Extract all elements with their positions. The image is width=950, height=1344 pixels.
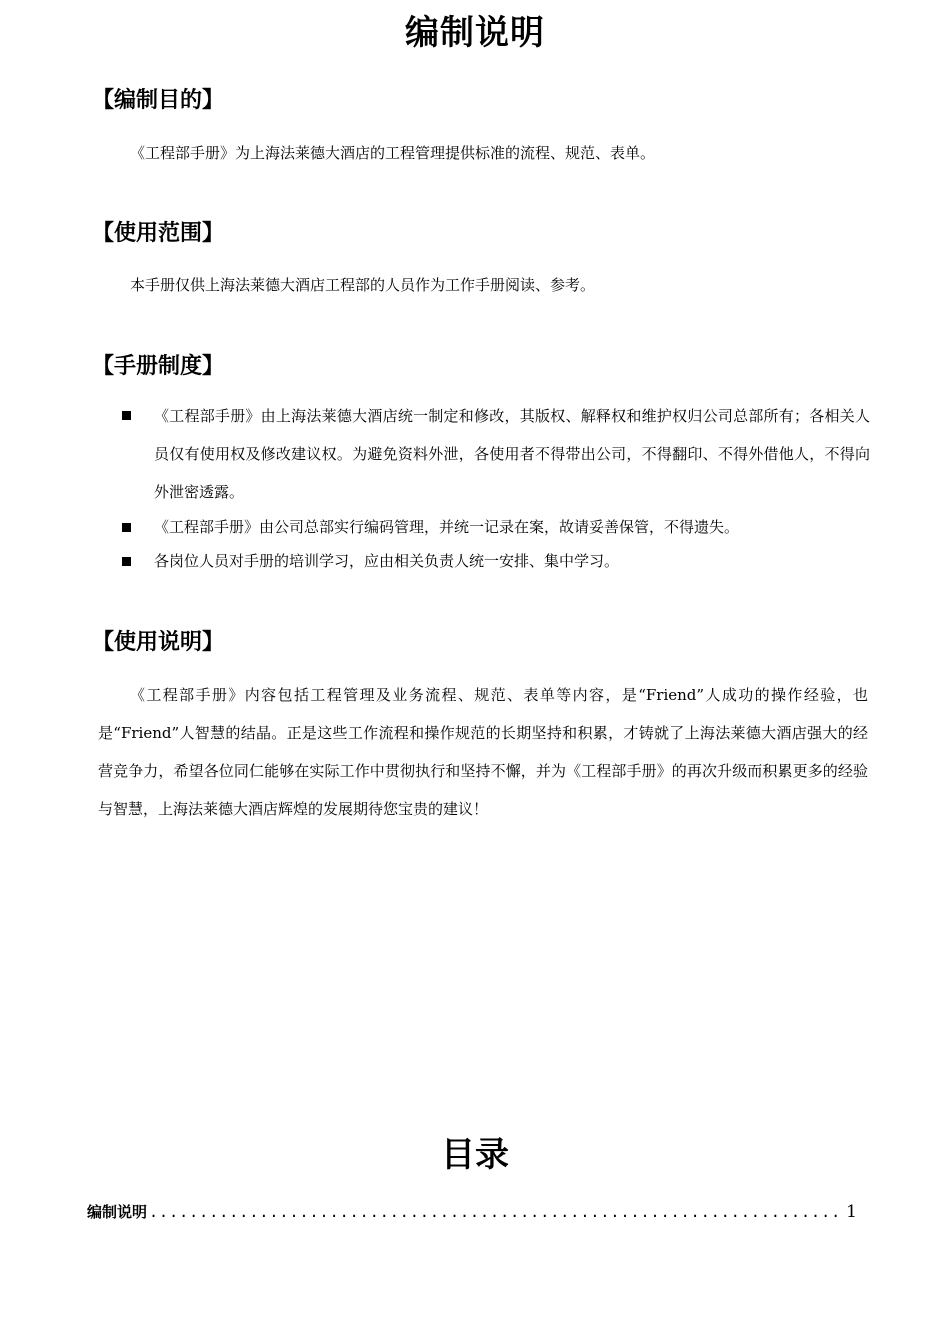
list-item <box>118 509 870 545</box>
instructions-paragraph: 《工程部手册》内容包括工程管理及业务流程、规范、表单等内容，是“Friend”人成功的操作经验，也是“Friend”人智慧的结晶。正是这些工作流程和操作规范的长期坚持和积累，才铸就了上海法莱德大酒店强大的经营竞争力，希望各位同仁能够在实际工作中贯彻执行和坚持不懈，并为《工程部手册》的再次升级而积累更多的经验与智慧，上海法莱德大酒店辉煌的发展期待您宝贵的建议！ <box>98 686 868 818</box>
scope-paragraph: 本手册仅供上海法莱德大酒店工程部的人员作为工作手册阅读、参考。 <box>130 276 596 294</box>
bullet-text: 各岗位人员对手册的培训学习，应由相关负责人统一安排、集中学习。 <box>154 552 620 570</box>
bullet-text: 《工程部手册》由上海法莱德大酒店统一制定和修改，其版权、解释权和维护权归公司总部所有；各相关人员仅有使用权及修改建议权。为避免资料外泄，各使用者不得带出公司，不得翻印、不得外借他人，不得向外泄密透露。 <box>154 407 870 501</box>
section-heading-system: 【手册制度】 <box>92 354 225 379</box>
square-bullet-icon <box>122 557 131 566</box>
page-title: 编制说明 <box>405 13 545 53</box>
section-heading-instructions: 【使用说明】 <box>92 630 225 655</box>
list-item <box>118 397 870 511</box>
square-bullet-icon <box>122 523 131 532</box>
toc-title: 目录 <box>441 1135 509 1175</box>
toc-entry-label[interactable]: 编制说明 <box>87 1203 148 1221</box>
section-heading-purpose: 【编制目的】 <box>92 88 225 113</box>
toc-entry-page: 1 <box>846 1202 857 1222</box>
toc-entry[interactable] <box>87 1200 857 1224</box>
system-bullet-list <box>118 397 870 577</box>
bullet-text: 《工程部手册》由公司总部实行编码管理，并统一记录在案，故请妥善保管，不得遗失。 <box>154 518 740 536</box>
toc-dot-leader <box>149 1200 844 1224</box>
section-heading-scope: 【使用范围】 <box>92 221 225 246</box>
square-bullet-icon <box>122 411 131 420</box>
purpose-paragraph: 《工程部手册》为上海法莱德大酒店的工程管理提供标准的流程、规范、表单。 <box>130 144 656 162</box>
list-item <box>118 543 870 579</box>
